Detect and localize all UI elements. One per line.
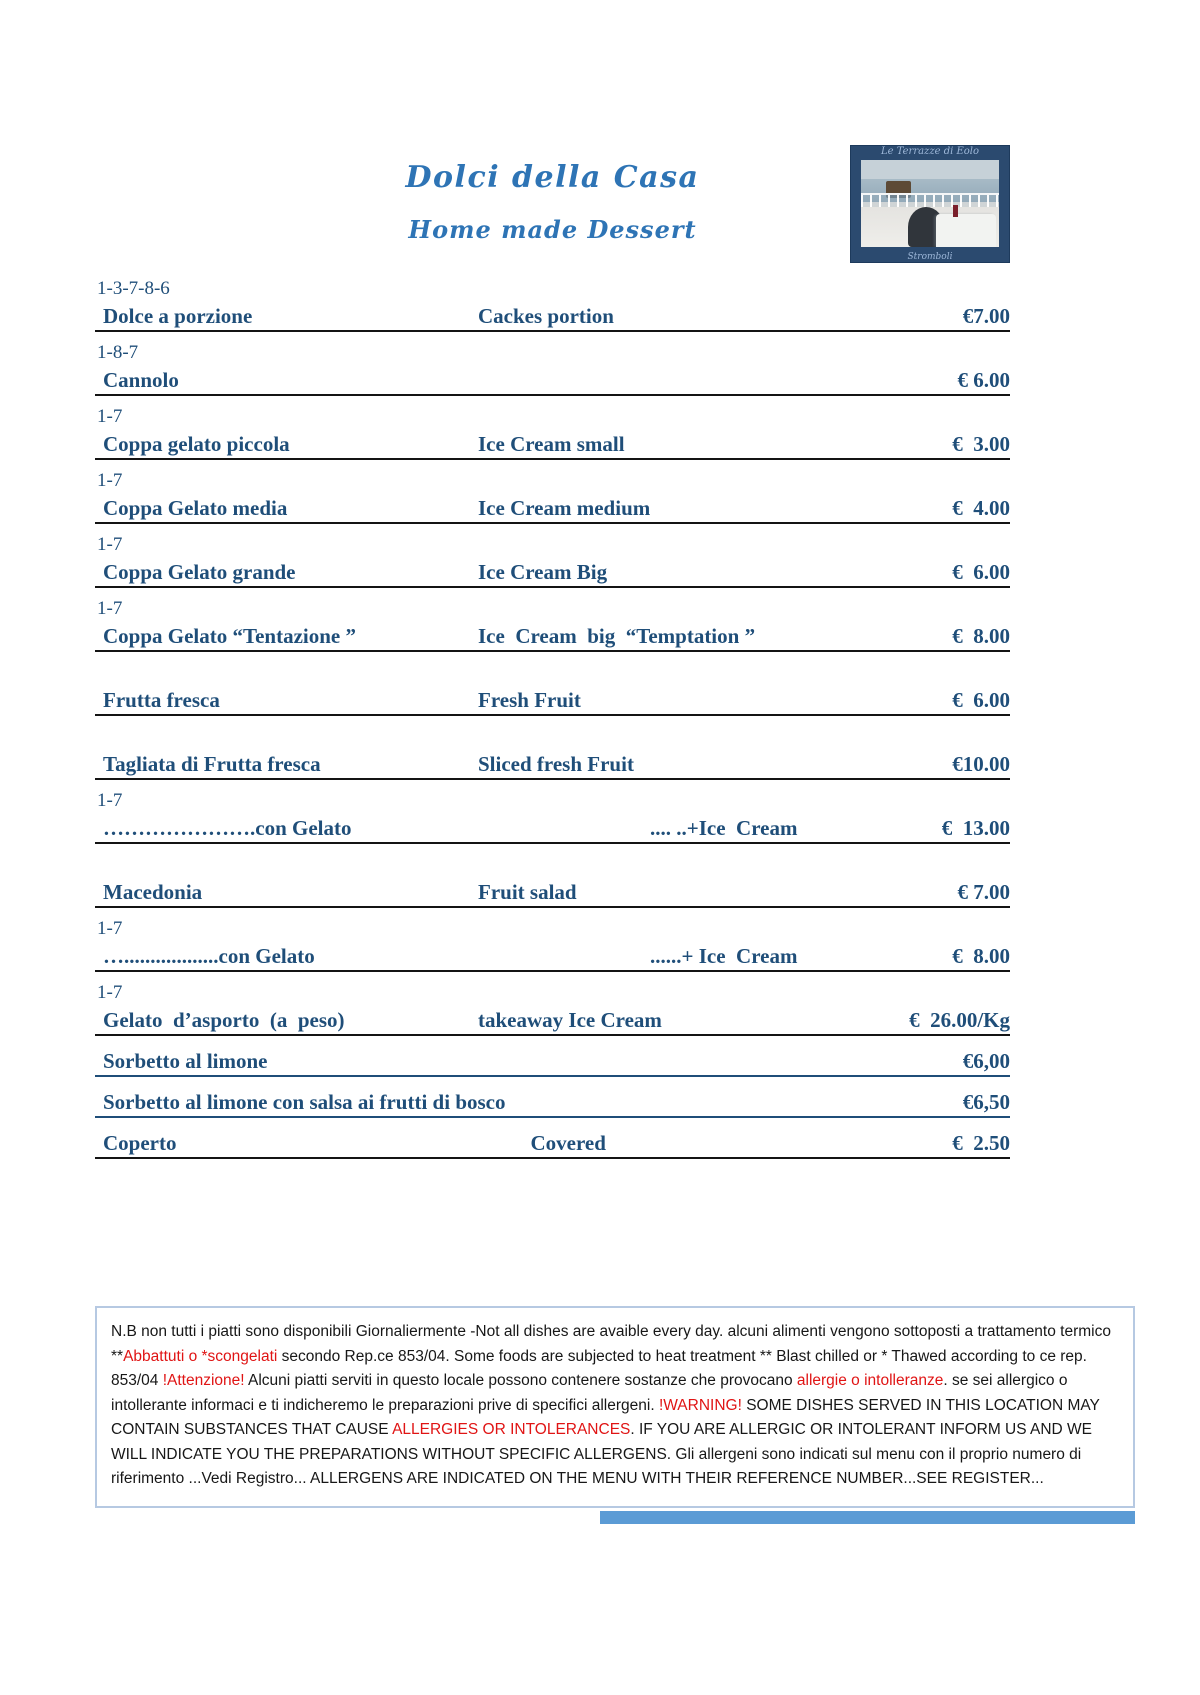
menu-item-row bbox=[95, 1006, 1010, 1036]
menu-item bbox=[95, 268, 1010, 332]
allergen-codes: 1-7 bbox=[97, 982, 123, 1003]
restaurant-photo-frame bbox=[850, 145, 1010, 263]
item-price: €7.00 bbox=[962, 304, 1010, 328]
item-name-italian: Coppa Gelato “Tentazione ” bbox=[103, 624, 356, 648]
item-price: €6,50 bbox=[962, 1090, 1010, 1114]
menu-item bbox=[95, 332, 1010, 396]
menu-item bbox=[95, 1088, 1010, 1118]
item-price: € 3.00 bbox=[952, 432, 1010, 456]
item-name-italian: Coppa Gelato media bbox=[103, 496, 288, 520]
notice-text: N.B non tutti i piatti sono disponibili Giornaliermente -Not all dishes are avaible every day. alcuni alimenti vengono sottoposti a trattamento termico ** bbox=[111, 1323, 1111, 1365]
item-name-italian: Gelato d’asporto (a peso) bbox=[103, 1008, 345, 1032]
item-name-italian: Tagliata di Frutta fresca bbox=[103, 752, 321, 776]
item-name-english: Fresh Fruit bbox=[478, 688, 581, 712]
item-name-english: .... ..+Ice Cream bbox=[650, 816, 798, 840]
item-price: € 8.00 bbox=[952, 624, 1010, 648]
menu-item-row bbox=[95, 494, 1010, 524]
allergen-codes: 1-7 bbox=[97, 406, 123, 427]
menu-item bbox=[95, 524, 1010, 588]
menu-item-row bbox=[95, 686, 1010, 716]
item-name-english: Ice Cream Big bbox=[478, 560, 608, 584]
item-name-english: Ice Cream small bbox=[478, 432, 625, 456]
notice-text: SOME DISHES SERVED IN THIS LOCATION MAY CONTAIN SUBSTANCES THAT CAUSE bbox=[111, 1396, 1100, 1438]
item-name-italian: …..................con Gelato bbox=[103, 944, 315, 968]
menu-item-row bbox=[95, 1047, 1010, 1077]
allergen-codes: 1-7 bbox=[97, 470, 123, 491]
item-name-italian: Coppa gelato piccola bbox=[103, 432, 290, 456]
item-price: €10.00 bbox=[952, 752, 1010, 776]
item-name-english: Sliced fresh Fruit bbox=[478, 752, 634, 776]
allergen-codes bbox=[95, 716, 1010, 750]
menu-item-row bbox=[95, 622, 1010, 652]
menu-item bbox=[95, 780, 1010, 844]
allergen-notice-box bbox=[95, 1306, 1135, 1508]
menu-item bbox=[95, 908, 1010, 972]
menu-item-row bbox=[95, 750, 1010, 780]
table-shape bbox=[936, 214, 997, 247]
notice-warning-text: !WARNING! bbox=[658, 1396, 742, 1414]
item-price: € 13.00 bbox=[941, 816, 1010, 840]
menu-item-row bbox=[95, 366, 1010, 396]
terrace-photo bbox=[861, 160, 999, 247]
railing-shape bbox=[861, 193, 999, 207]
notice-text: . se sei allergico o intollerante informaci e ti indicheremo le preparazioni prive di specifici allergeni. bbox=[111, 1372, 1068, 1414]
notice-warning-text: Abbattuti o *scongelati bbox=[123, 1347, 278, 1365]
notice-text: secondo Rep.ce 853/04. Some foods are subjected to heat treatment ** Blast chilled or * Thawed according to ce rep. 853/04 bbox=[111, 1347, 1087, 1389]
menu-item bbox=[95, 1129, 1010, 1159]
item-name-italian: Sorbetto al limone bbox=[103, 1049, 268, 1073]
allergen-codes bbox=[95, 652, 1010, 686]
photo-caption-top: Le Terrazze di Eolo bbox=[880, 146, 980, 157]
menu-item-row bbox=[95, 430, 1010, 460]
menu-item-row bbox=[95, 1088, 1010, 1118]
notice-text: . IF YOU ARE ALLERGIC OR INTOLERANT INFORM US AND WE WILL INDICATE YOU THE PREPARATIONS WITHOUT SPECIFIC ALLERGENS. Gli allergeni sono indicati sul menu con il proprio numero di riferimento ...Vedi Registro... ALLERGENS ARE INDICATED ON THE MENU WITH THEIR REFERENCE NUMBER...SEE REGISTER... bbox=[111, 1421, 1093, 1487]
allergen-codes: 1-7 bbox=[97, 918, 123, 939]
menu-item bbox=[95, 844, 1010, 908]
allergen-codes: 1-7 bbox=[97, 598, 123, 619]
item-name-italian: ………………….con Gelato bbox=[103, 816, 352, 840]
menu-item bbox=[95, 1047, 1010, 1077]
allergen-codes: 1-7 bbox=[97, 534, 123, 555]
allergen-codes: 1-3-7-8-6 bbox=[97, 278, 170, 299]
menu-items-list bbox=[95, 268, 1010, 1159]
item-name-english: Covered bbox=[478, 1131, 606, 1155]
menu-item bbox=[95, 396, 1010, 460]
item-price: € 6.00 bbox=[957, 368, 1010, 392]
menu-item bbox=[95, 588, 1010, 652]
item-price: € 26.00/Kg bbox=[909, 1008, 1010, 1032]
item-name-italian: Coppa Gelato grande bbox=[103, 560, 296, 584]
notice-warning-text: allergie o intolleranze bbox=[796, 1372, 944, 1389]
photo-caption-bottom: Stromboli bbox=[907, 252, 953, 262]
item-price: € 7.00 bbox=[957, 880, 1010, 904]
item-price: €6,00 bbox=[962, 1049, 1010, 1073]
menu-item-row bbox=[95, 1129, 1010, 1159]
item-price: € 2.50 bbox=[952, 1131, 1010, 1155]
item-name-italian: Cannolo bbox=[103, 368, 179, 392]
item-price: € 6.00 bbox=[952, 560, 1010, 584]
page-subtitle: Home made Dessert bbox=[408, 215, 697, 244]
item-name-italian: Macedonia bbox=[103, 880, 203, 904]
menu-item bbox=[95, 460, 1010, 524]
item-name-english: Ice Cream big “Temptation ” bbox=[478, 624, 756, 648]
page-title: Dolci della Casa bbox=[405, 160, 700, 195]
allergen-codes: 1-7 bbox=[97, 790, 123, 811]
notice-warning-text: ALLERGIES OR INTOLERANCES bbox=[392, 1421, 631, 1438]
menu-item-row bbox=[95, 302, 1010, 332]
item-price: € 4.00 bbox=[952, 496, 1010, 520]
item-name-english: ......+ Ice Cream bbox=[650, 944, 798, 968]
item-name-italian: Dolce a porzione bbox=[103, 304, 253, 328]
notice-warning-text: !Attenzione! bbox=[162, 1372, 245, 1389]
item-name-italian: Coperto bbox=[103, 1131, 177, 1155]
item-price: € 6.00 bbox=[952, 688, 1010, 712]
item-name-english: Ice Cream medium bbox=[478, 496, 651, 520]
allergen-codes: 1-8-7 bbox=[97, 342, 139, 363]
item-name-english: Fruit salad bbox=[478, 880, 577, 904]
allergen-codes bbox=[95, 844, 1010, 878]
menu-item bbox=[95, 972, 1010, 1036]
item-name-italian: Frutta fresca bbox=[103, 688, 220, 712]
item-name-english: takeaway Ice Cream bbox=[478, 1008, 662, 1032]
item-name-italian: Sorbetto al limone con salsa ai frutti di bosco bbox=[103, 1090, 506, 1114]
menu-item bbox=[95, 652, 1010, 716]
menu-item-row bbox=[95, 558, 1010, 588]
menu-item bbox=[95, 716, 1010, 780]
notice-text: Alcuni piatti serviti in questo locale possono contenere sostanze che provocano bbox=[244, 1372, 797, 1389]
menu-item-row bbox=[95, 942, 1010, 972]
bottom-accent-bar bbox=[600, 1511, 1135, 1524]
wine-glass-shape bbox=[953, 205, 958, 217]
menu-item-row bbox=[95, 814, 1010, 844]
menu-item-row bbox=[95, 878, 1010, 908]
item-price: € 8.00 bbox=[952, 944, 1010, 968]
item-name-english: Cackes portion bbox=[478, 304, 614, 328]
